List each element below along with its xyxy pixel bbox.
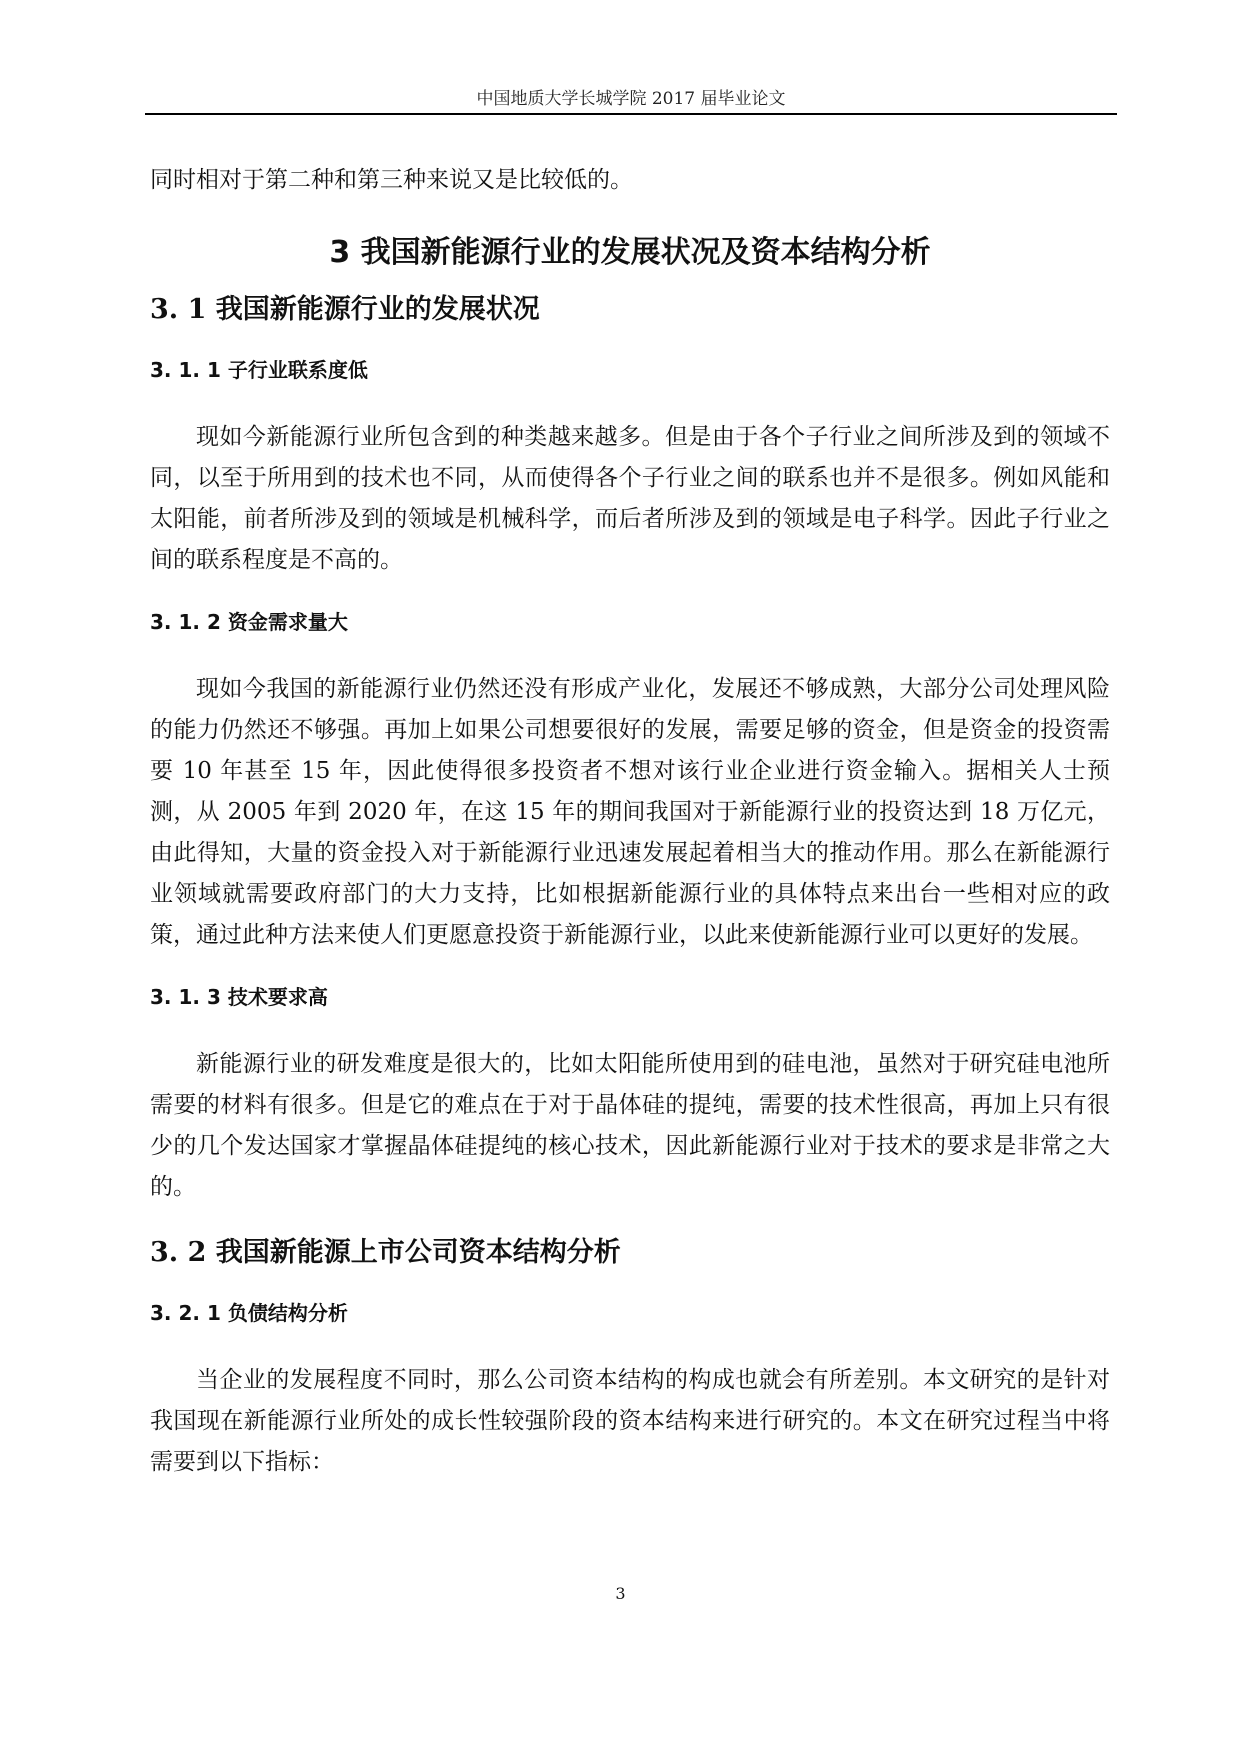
document-body [150,160,1110,1483]
chapter-title: 3 我国新能源行业的发展状况及资本结构分析 [329,235,931,270]
section-title-3-1: 3. 1 我国新能源行业的发展状况 [150,294,540,325]
subsection-title-3-2-1: 3. 2. 1 负债结构分析 [150,1301,348,1325]
section-title-3-2: 3. 2 我国新能源上市公司资本结构分析 [150,1237,621,1268]
paragraph-3-1-3: 新能源行业的研发难度是很大的，比如太阳能所使用到的硅电池，虽然对于研究硅电池所需要的材料有很多。但是它的难点在于对于晶体硅的提纯，需要的技术性很高，再加上只有很少的几个发达国家才掌握晶体硅提纯的核心技术，因此新能源行业对于技术的要求是非常之大的。 [150,1051,1110,1200]
paragraph-3-1-2: 现如今我国的新能源行业仍然还没有形成产业化，发展还不够成熟，大部分公司处理风险的能力仍然还不够强。再加上如果公司想要很好的发展，需要足够的资金，但是资金的投资需要 10 年甚至 15 年，因此使得很多投资者不想对该行业企业进行资金输入。据相关人士预测，从 2005 年到 2020 年，在这 15 年的期间我国对于新能源行业的投资达到 18 万亿元，由此得知，大量的资金投入对于新能源行业迅速发展起着相当大的推动作用。那么在新能源行业领域就需要政府部门的大力支持，比如根据新能源行业的具体特点来出台一些相对应的政策，通过此种方法来使人们更愿意投资于新能源行业，以此来使新能源行业可以更好的发展。 [150,676,1110,948]
header-rule [145,113,1117,115]
subsection-title-3-1-3: 3. 1. 3 技术要求高 [150,985,328,1009]
running-header: 中国地质大学长城学院 2017 届毕业论文 [476,89,786,109]
subsection-title-3-1-1: 3. 1. 1 子行业联系度低 [150,358,368,382]
paragraph-3-2-1: 当企业的发展程度不同时，那么公司资本结构的构成也就会有所差别。本文研究的是针对我国现在新能源行业所处的成长性较强阶段的资本结构来进行研究的。本文在研究过程当中将需要到以下指标： [150,1367,1110,1475]
subsection-title-3-1-2: 3. 1. 2 资金需求量大 [150,610,348,634]
paragraph-3-1-1: 现如今新能源行业所包含到的种类越来越多。但是由于各个子行业之间所涉及到的领域不同，以至于所用到的技术也不同，从而使得各个子行业之间的联系也并不是很多。例如风能和太阳能，前者所涉及到的领域是机械科学，而后者所涉及到的领域是电子科学。因此子行业之间的联系程度是不高的。 [150,424,1110,573]
page-number: 3 [615,1584,626,1603]
paragraph-continuation: 同时相对于第二种和第三种来说又是比较低的。 [150,167,633,193]
